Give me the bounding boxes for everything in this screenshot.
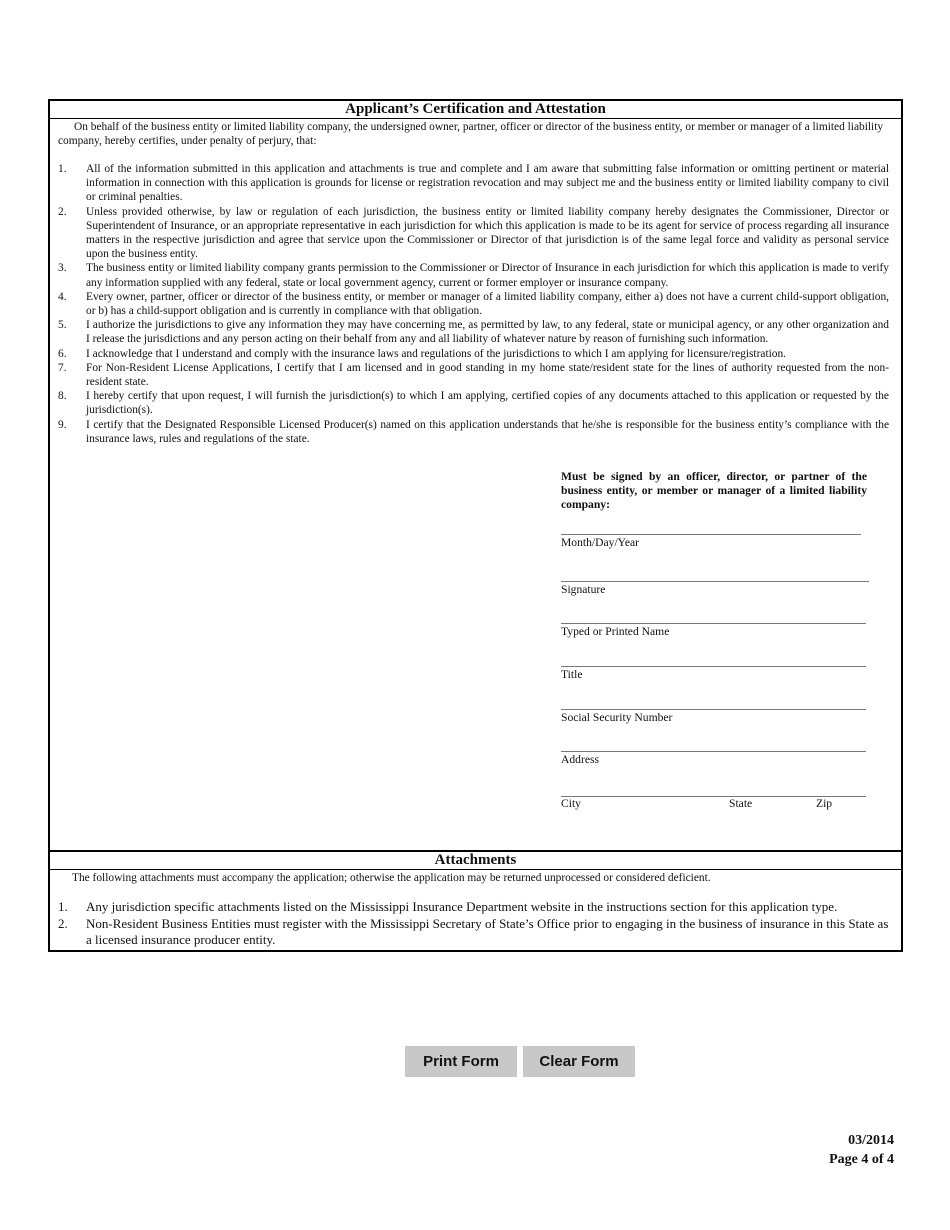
item-text: I certify that the Designated Responsible Licensed Producer(s) named on this application understands that he/she is responsible for the business entity’s compliance with the insurance laws, rules and regulations of the state. [86, 418, 889, 445]
state-label: State [729, 797, 753, 811]
title-line[interactable] [561, 666, 866, 667]
ssn-line[interactable] [561, 709, 866, 710]
address-line[interactable] [561, 751, 866, 752]
city-state-zip-labels [561, 797, 866, 812]
item-text: Unless provided otherwise, by law or regulation of each jurisdiction, the business entity or limited liability company hereby designates the Commissioner, Director or Superintendent of Insurance, or an appropriate representative in each jurisdiction for which this application is made to be its agent for service of process regarding all insurance matters in the respective jurisdiction and agree that service upon the Commissioner or Director of that jurisdiction is of the same legal force and validity as personal service upon the business entity. [86, 205, 889, 261]
ssn-field[interactable] [561, 709, 866, 725]
list-item [58, 290, 889, 318]
date-label: Month/Day/Year [561, 536, 640, 550]
item-number: 6. [58, 347, 67, 360]
item-number: 8. [58, 390, 67, 403]
list-item [58, 361, 889, 389]
item-text: The business entity or limited liability company grants permission to the Commissioner or Director of Insurance in each jurisdiction for which this application is made to verify any information supplied with any federal, state or local government agency, current or former employer or insurance company. [86, 262, 889, 289]
certification-title: Applicant’s Certification and Attestation [50, 101, 901, 119]
clear-form-button[interactable]: Clear Form [523, 1046, 635, 1077]
form-frame [48, 99, 903, 952]
address-label: Address [561, 753, 599, 767]
title-label: Title [561, 668, 583, 682]
page-number: Page 4 of 4 [829, 1152, 894, 1167]
signature-label: Signature [561, 583, 606, 597]
item-number: 1. [58, 163, 67, 175]
item-number: 7. [58, 361, 67, 374]
ssn-label: Social Security Number [561, 711, 673, 725]
list-item [58, 899, 893, 916]
printed-name-label: Typed or Printed Name [561, 625, 670, 639]
signature-field[interactable] [561, 581, 869, 597]
item-text: Every owner, partner, officer or director of the business entity, or member or manager of a limited liability company, either a) does not have a current child-support obligation, or b) has a child-support obligation and is currently in compliance with that obligation. [86, 290, 889, 318]
date-field[interactable] [561, 534, 861, 550]
print-form-button[interactable]: Print Form [405, 1046, 517, 1077]
item-text: Non-Resident Business Entities must register with the Mississippi Secretary of State’s Office prior to engaging in the business of insurance in this State as a licensed insurance producer entity. [86, 915, 889, 948]
item-text: I authorize the jurisdictions to give any information they may have concerning me, as permitted by law, to any federal, state or municipal agency, or any other organization and I release the jurisdictions and any person acting on their behalf from any and all liability of whatever nature by reason of furnishing such information. [86, 319, 889, 346]
list-item [58, 261, 889, 289]
list-item [58, 389, 889, 417]
list-item [58, 418, 889, 446]
list-item [58, 162, 889, 205]
attachments-list [50, 899, 901, 950]
item-number: 9. [58, 418, 67, 431]
title-field[interactable] [561, 666, 866, 682]
item-number: 4. [58, 290, 67, 303]
address-field[interactable] [561, 751, 866, 767]
signature-line[interactable] [561, 581, 869, 582]
item-number: 3. [58, 262, 67, 275]
item-text: I hereby certify that upon request, I will furnish the jurisdiction(s) to which I am applying, certified copies of any documents attached to this application or requested by the jurisdiction(s). [86, 390, 889, 417]
date-line[interactable] [561, 534, 861, 535]
list-item [58, 205, 889, 262]
list-item [58, 916, 893, 949]
city-state-zip-field[interactable] [561, 796, 866, 812]
list-item [58, 318, 889, 346]
certification-intro: On behalf of the business entity or limited liability company, the undersigned owner, partner, officer or director of the business entity, or member or manager of a limited liability company, hereby certifies, under penalty of perjury, that: [58, 121, 884, 147]
item-text: All of the information submitted in this application and attachments is true and complete and I am aware that submitting false information or omitting pertinent or material information in connection with this application is grounds for license or registration revocation and may subject me and the business entity or limited liability company to civil or criminal penalties. [86, 163, 889, 204]
signature-requirement-note: Must be signed by an officer, director, or partner of the business entity, or member or manager of a limited liability company: [561, 470, 867, 512]
attachments-title: Attachments [50, 850, 901, 870]
signature-block [50, 446, 901, 850]
item-number: 5. [58, 319, 67, 332]
item-number: 2. [58, 915, 68, 931]
revision-date: 03/2014 [848, 1133, 894, 1148]
item-number: 1. [58, 899, 68, 915]
page-footer [829, 1131, 894, 1169]
city-label: City [561, 797, 581, 811]
item-number: 2. [58, 205, 67, 218]
item-text: I acknowledge that I understand and comply with the insurance laws and regulations of the jurisdictions to which I am applying for licensure/registration. [86, 347, 787, 360]
printed-name-field[interactable] [561, 623, 866, 639]
list-item [58, 347, 889, 361]
item-text: For Non-Resident License Applications, I certify that I am licensed and in good standing in my home state/resident state for the lines of authority requested from the non-resident state. [86, 361, 889, 389]
attachments-intro: The following attachments must accompany the application; otherwise the application may be returned unprocessed or considered deficient. [72, 872, 711, 885]
certification-list [50, 162, 901, 446]
item-text: Any jurisdiction specific attachments listed on the Mississippi Insurance Department website in the instructions section for this application type. [86, 899, 838, 915]
printed-name-line[interactable] [561, 623, 866, 624]
zip-label: Zip [816, 797, 833, 811]
